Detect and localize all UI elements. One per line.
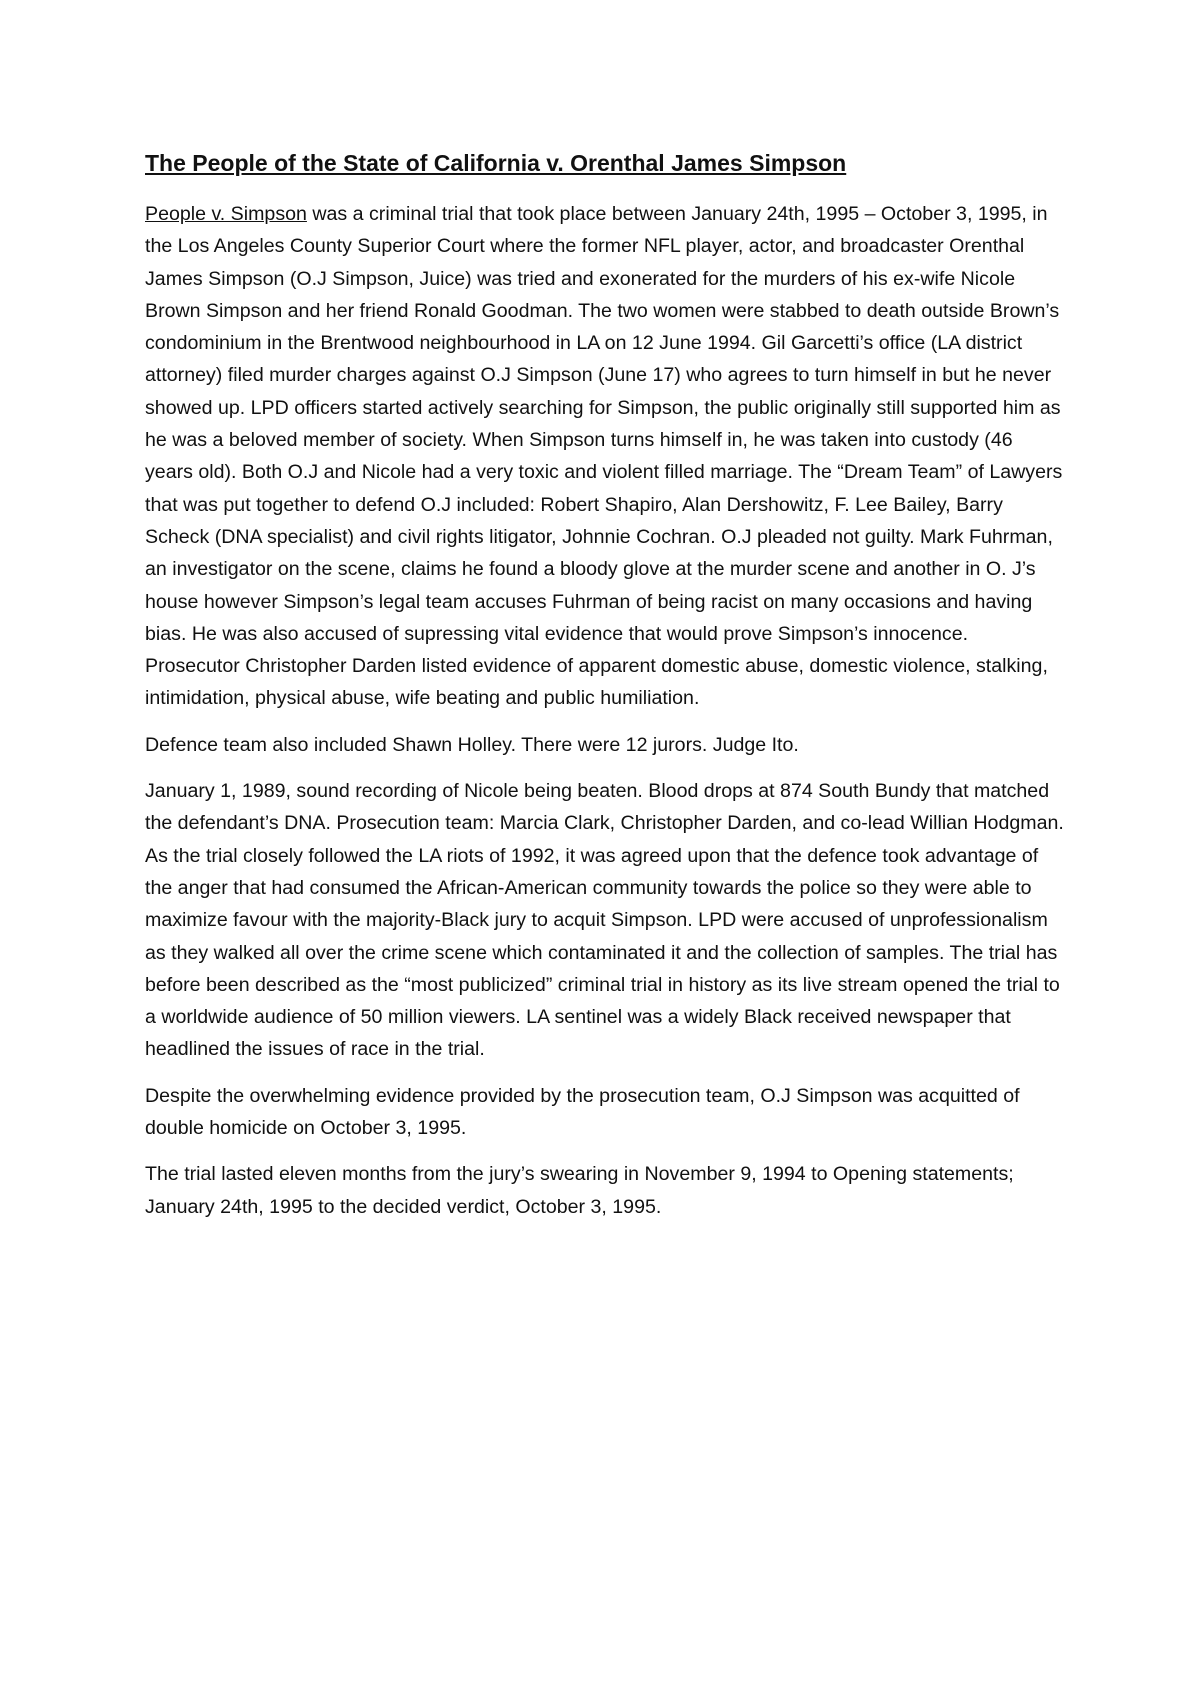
document-title: The People of the State of California v. Orenthal James Simpson: [145, 150, 847, 176]
paragraph-verdict: Despite the overwhelming evidence provided by the prosecution team, O.J Simpson was acquitted of double homicide on October 3, 1995.: [145, 1084, 1020, 1140]
paragraph-trial-duration: The trial lasted eleven months from the jury’s swearing in November 9, 1994 to Opening statements; January 24th, 1995 to the decided verdict, October 3, 1995.: [145, 1163, 1014, 1218]
document-body: [145, 146, 1065, 1237]
paragraph-evidence-and-race: January 1, 1989, sound recording of Nicole being beaten. Blood drops at 874 South Bundy that matched the defendant’s DNA. Prosecution team: Marcia Clark, Christopher Darden, and co-lead Willian Hodgman. As the trial closely followed the LA riots of 1992, it was agreed upon that the defence took advantage of the anger that had consumed the African-American community towards the police so they were able to maximize favour with the majority-Black jury to acquit Simpson. LPD were accused of unprofessionalism as they walked all over the crime scene which contaminated it and the collection of samples. The trial has before been described as the “most publicized” criminal trial in history as its live stream opened the trial to a worldwide audience of 50 million viewers. LA sentinel was a widely Black received newspaper that headlined the issues of race in the trial.: [145, 780, 1064, 1061]
paragraph-intro: [145, 198, 1065, 715]
paragraph-defence-team: Defence team also included Shawn Holley. There were 12 jurors. Judge Ito.: [145, 733, 799, 756]
case-name-underlined: People v. Simpson: [145, 203, 307, 225]
paragraph-intro-text: was a criminal trial that took place between January 24th, 1995 – October 3, 1995, in the Los Angeles County Superior Court where the former NFL player, actor, and broadcaster Orenthal James Simpson (O.J Simpson, Juice) was tried and exonerated for the murders of his ex-wife Nicole Brown Simpson and her friend Ronald Goodman. The two women were stabbed to death outside Brown’s condominium in the Brentwood neighbourhood in LA on 12 June 1994. Gil Garcetti’s office (LA district attorney) filed murder charges against O.J Simpson (June 17) who agrees to turn himself in but he never showed up. LPD officers started actively searching for Simpson, the public originally still supported him as he was a beloved member of society. When Simpson turns himself in, he was taken into custody (46 years old). Both O.J and Nicole had a very toxic and violent filled marriage. The “Dream Team” of Lawyers that was put together to defend O.J included: Robert Shapiro, Alan Dershowitz, F. Lee Bailey, Barry Scheck (DNA specialist) and civil rights litigator, Johnnie Cochran. O.J pleaded not guilty. Mark Fuhrman, an investigator on the scene, claims he found a bloody glove at the murder scene and another in O. J’s house however Simpson’s legal team accuses Fuhrman of being racist on many occasions and having bias. He was also accused of supressing vital evidence that would prove Simpson’s innocence. Prosecutor Christopher Darden listed evidence of apparent domestic abuse, domestic violence, stalking, intimidation, physical abuse, wife beating and public humiliation.: [145, 203, 1063, 710]
